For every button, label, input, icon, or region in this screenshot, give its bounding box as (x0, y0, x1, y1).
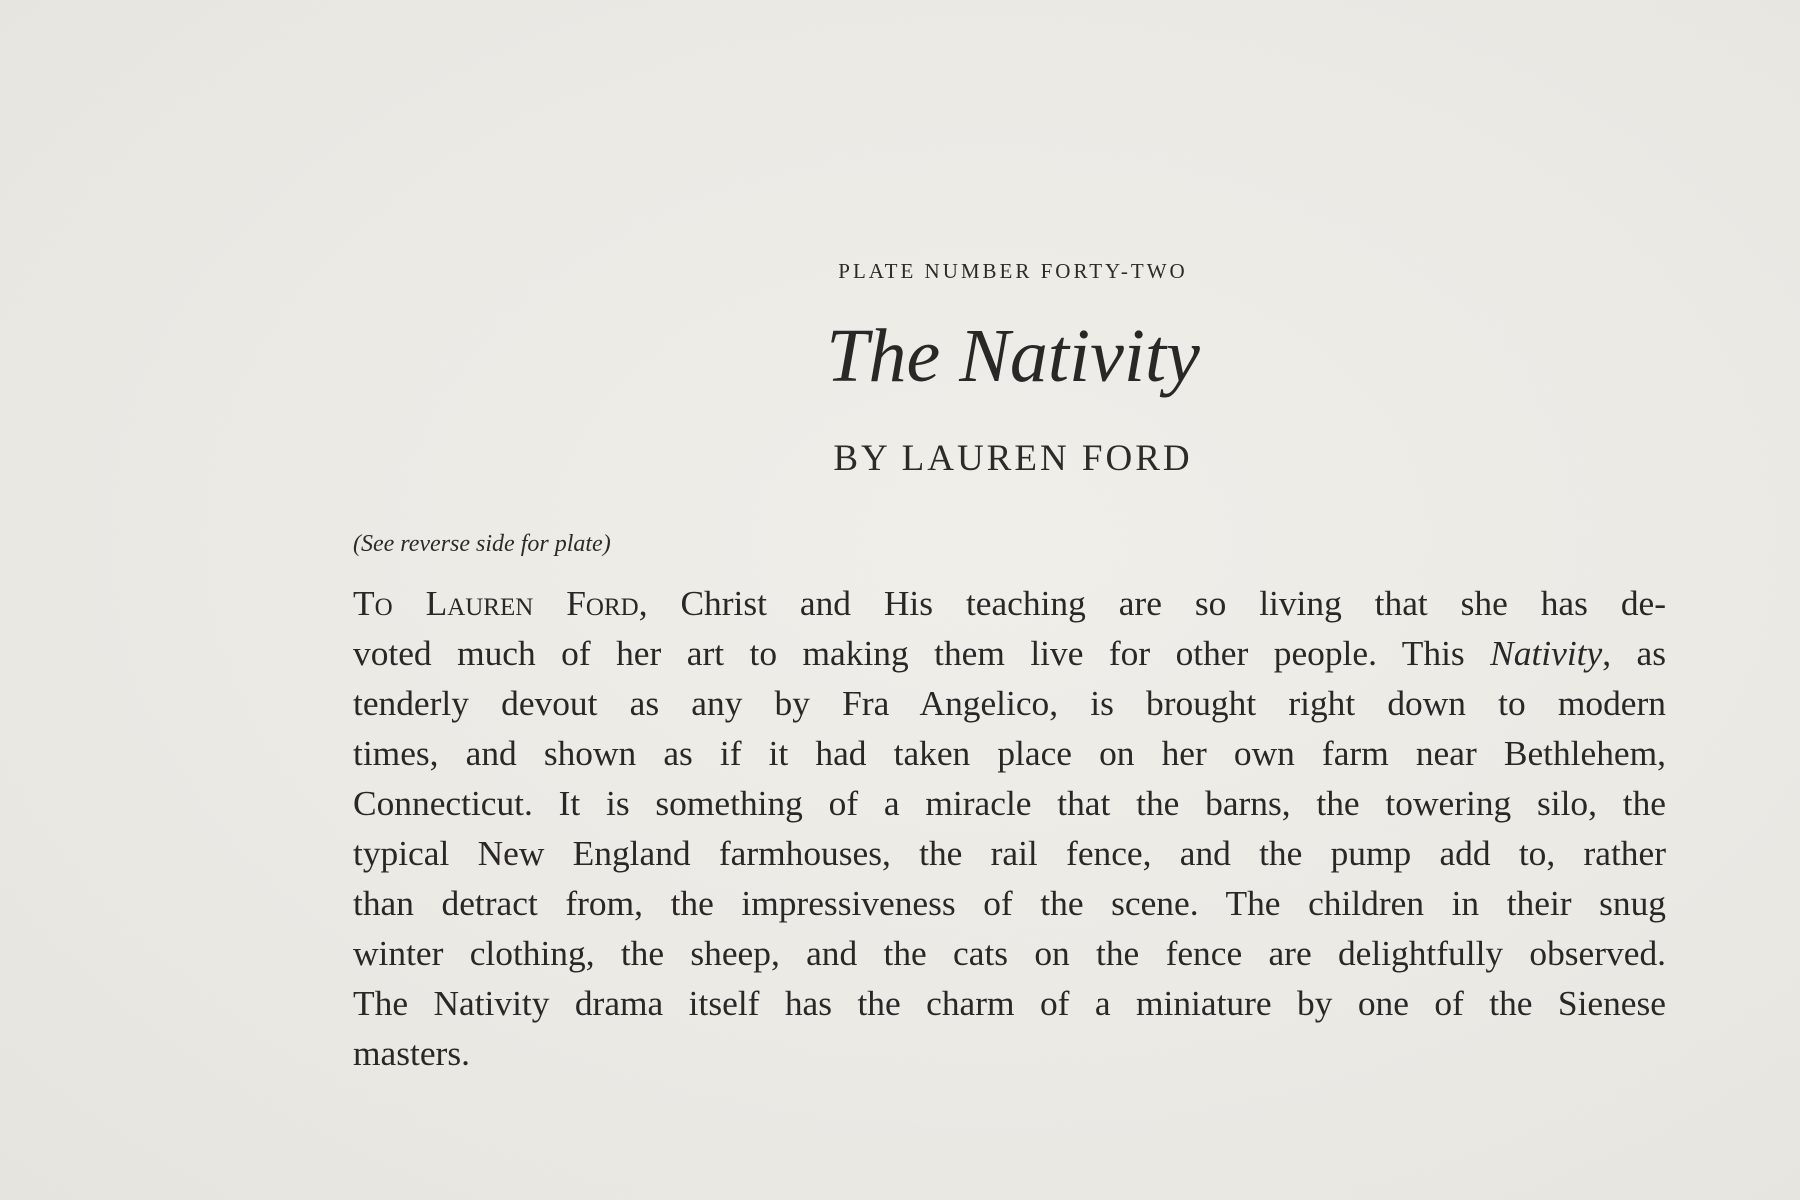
body-line: tenderly devout as any by Fra Angelico, is brought right down to modern (353, 683, 1666, 723)
body-line: times, and shown as if it had taken place on her own farm near Bethlehem, (353, 733, 1666, 773)
body-line (353, 628, 1666, 678)
body-line: than detract from, the impressiveness of the scene. The children in their snug (353, 883, 1666, 923)
plate-note: (See reverse side for plate) (353, 531, 611, 557)
author-name-smallcaps: To Lauren Ford (353, 583, 639, 623)
body-text-run: , as (1602, 633, 1666, 673)
page-title: The Nativity (826, 314, 1200, 398)
italic-title-reference: Nativity (1490, 633, 1603, 673)
byline: BY LAUREN FORD (833, 438, 1193, 479)
body-text-run: voted much of her art to making them live for other people. This (353, 633, 1491, 673)
body-line: winter clothing, the sheep, and the cats on the fence are delightfully observed. (353, 933, 1666, 973)
body-text-run: , Christ and His teaching are so living that she has de- (638, 583, 1667, 623)
body-paragraph (353, 578, 1666, 1078)
body-line: The Nativity drama itself has the charm of a miniature by one of the Sienese (353, 983, 1666, 1023)
body-line: Connecticut. It is something of a miracle that the barns, the towering silo, the (353, 783, 1666, 823)
body-line: typical New England farmhouses, the rail fence, and the pump add to, rather (353, 833, 1666, 873)
plate-number: PLATE NUMBER FORTY-TWO (838, 259, 1188, 283)
body-line (353, 578, 1666, 628)
body-line: masters. (353, 1033, 470, 1073)
